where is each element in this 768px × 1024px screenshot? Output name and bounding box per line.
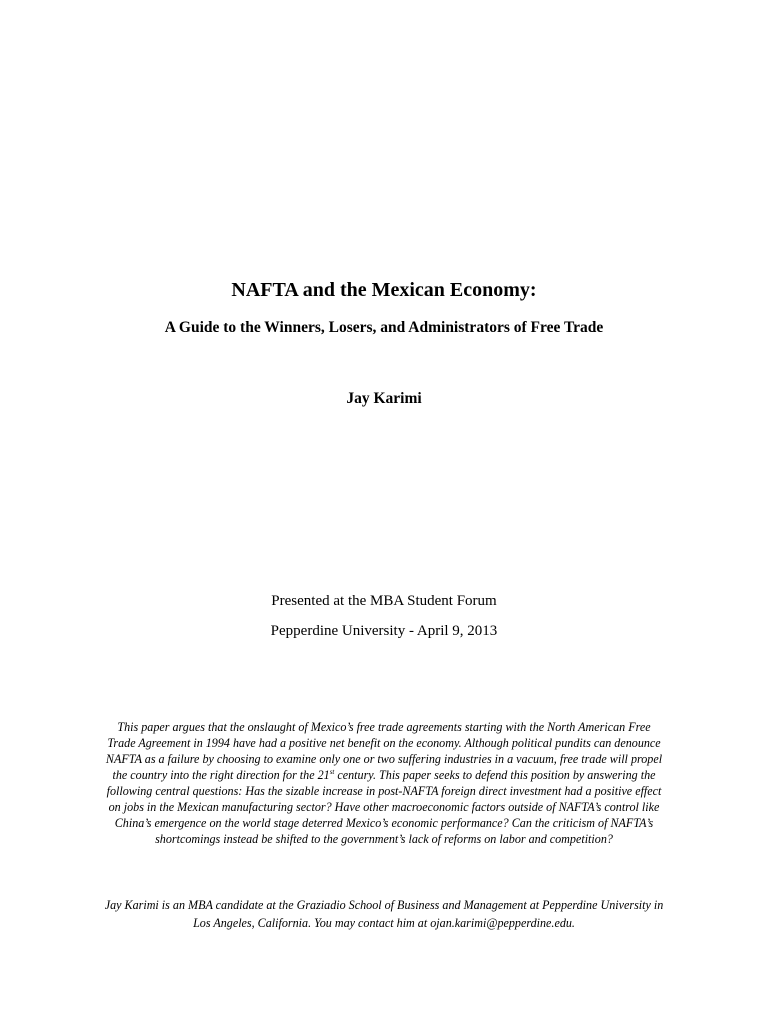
abstract-line: China’s emergence on the world stage deterred Mexico’s economic performance? Can the criticism of NAFTA’s	[114, 816, 654, 830]
abstract-line-with-superscript	[86, 767, 682, 783]
paper-author: Jay Karimi	[346, 390, 422, 407]
venue-date-line: Pepperdine University - April 9, 2013	[270, 623, 498, 639]
paper-title: NAFTA and the Mexican Economy:	[231, 279, 537, 301]
bio-line: Jay Karimi is an MBA candidate at the Graziadio School of Business and Management at Pepperdine University in	[104, 898, 664, 912]
abstract-line-part: century. This paper seeks to defend this position by answering the	[334, 768, 656, 782]
abstract	[86, 719, 682, 847]
abstract-line-part: the country into the right direction for the 21	[112, 768, 330, 782]
paper-subtitle: A Guide to the Winners, Losers, and Administrators of Free Trade	[164, 319, 604, 336]
abstract-line: following central questions: Has the sizable increase in post-NAFTA foreign direct investment had a positive effect	[106, 784, 662, 798]
bio-line: Los Angeles, California. You may contact him at ojan.karimi@pepperdine.edu.	[193, 916, 575, 930]
abstract-line: This paper argues that the onslaught of Mexico’s free trade agreements starting with the North American Free	[117, 720, 651, 734]
superscript-ordinal: st	[329, 767, 335, 776]
abstract-line: Trade Agreement in 1994 have had a positive net benefit on the economy. Although political pundits can denounce	[107, 736, 661, 750]
abstract-line: shortcomings instead be shifted to the government’s lack of reforms on labor and competition?	[155, 832, 613, 846]
abstract-line: NAFTA as a failure by choosing to examine only one or two suffering industries in a vacuum, free trade will propel	[105, 752, 663, 766]
venue-line: Presented at the MBA Student Forum	[271, 593, 497, 609]
author-bio	[86, 896, 682, 932]
abstract-line: on jobs in the Mexican manufacturing sector? Have other macroeconomic factors outside of NAFTA’s control like	[108, 800, 660, 814]
